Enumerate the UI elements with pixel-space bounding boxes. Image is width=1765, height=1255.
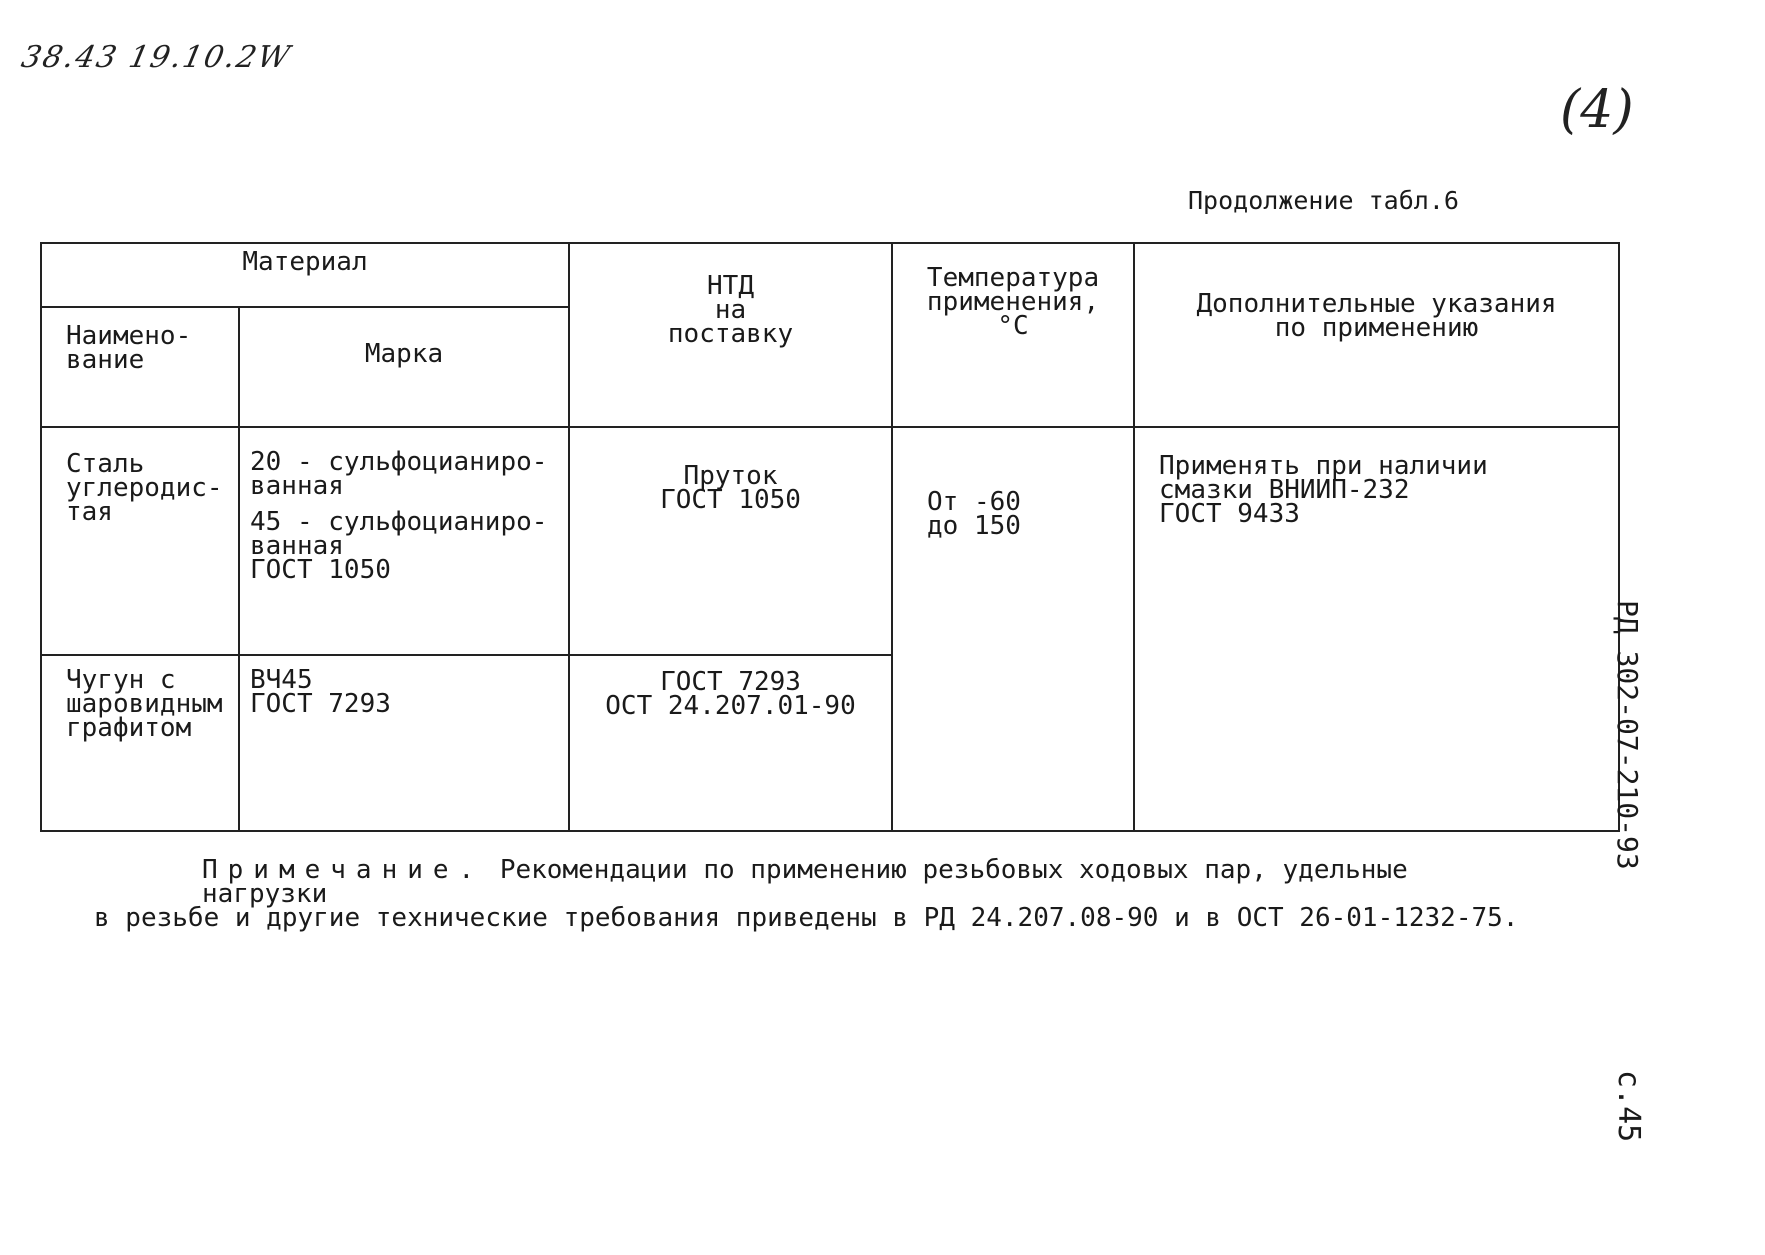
note-text-line2: в резьбе и другие технические требования приведены в РД 24.207.08-90 и в ОСТ 26-01-1232-75.	[94, 903, 1519, 933]
footnote	[94, 855, 1534, 933]
cell-ntd: ГОСТ 7293 ОСТ 24.207.01-90	[569, 655, 892, 831]
page-number: с.45	[1611, 1070, 1646, 1143]
cell-temperature: От -60 до 150	[892, 427, 1134, 831]
cell-grade: 20 - сульфоцианиро- ванная 45 - сульфоцианиро- ванная ГОСТ 1050	[239, 427, 569, 655]
note-label: Примечание.	[202, 855, 485, 885]
header-additional: Дополнительные указания по применению	[1134, 243, 1619, 427]
document-code: РД 302-07-210-93	[1611, 600, 1644, 870]
header-material: Материал	[41, 243, 569, 307]
materials-table	[40, 242, 1620, 832]
continuation-label: Продолжение табл.6	[1188, 186, 1459, 215]
table-row	[41, 427, 1619, 655]
header-name: Наимено- вание	[41, 307, 239, 427]
header-temperature: Температура применения, °C	[892, 243, 1134, 427]
note-text-line1: Рекомендации по применению резьбовых ходовых пар, удельные нагрузки	[202, 855, 1408, 909]
cell-name: Сталь углеродис- тая	[41, 427, 239, 655]
cell-ntd: Пруток ГОСТ 1050	[569, 427, 892, 655]
cell-grade: ВЧ45 ГОСТ 7293	[239, 655, 569, 831]
cell-additional: Применять при наличии смазки ВНИИП-232 ГОСТ 9433	[1134, 427, 1619, 831]
cell-name: Чугун с шаровидным графитом	[41, 655, 239, 831]
header-grade: Марка	[239, 307, 569, 427]
handwritten-note: 38.43 19.10.2W	[18, 40, 295, 75]
header-ntd: НТД на поставку	[569, 243, 892, 427]
page-marker: (4)	[1560, 80, 1634, 140]
